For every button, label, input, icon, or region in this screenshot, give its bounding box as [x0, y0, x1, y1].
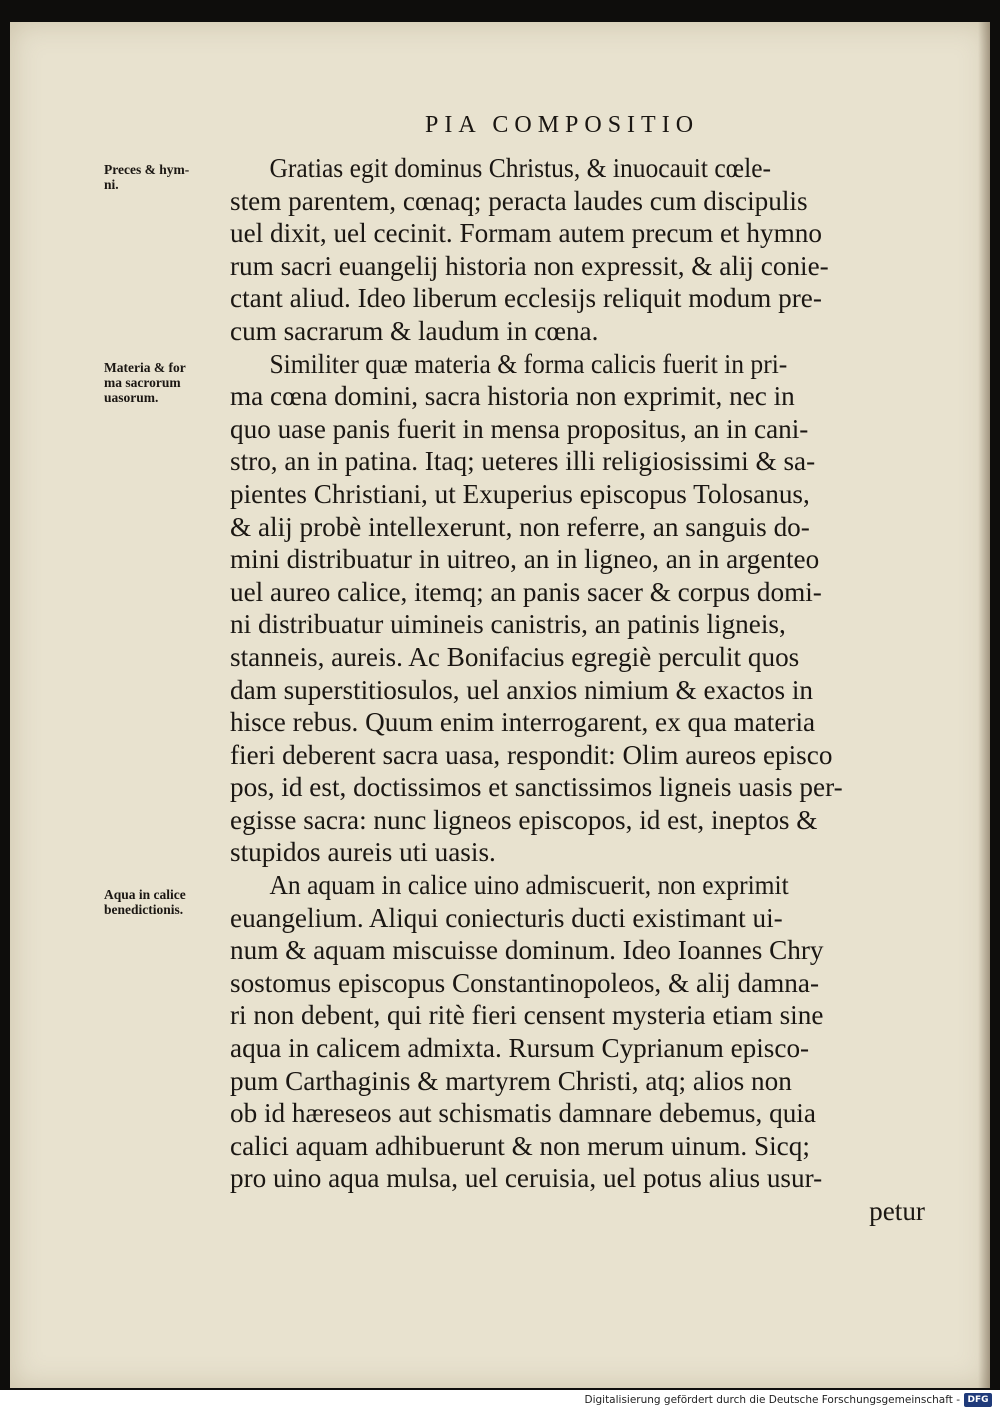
page-edge-shadow	[978, 22, 990, 1388]
dfg-logo-icon: DFG	[964, 1393, 992, 1407]
text-line: stupidos aureis uti uasis.	[230, 837, 496, 868]
margin-note-line: ni.	[104, 177, 119, 192]
text-line: uel aureo calice, itemq; an panis sacer & corpus domi-	[230, 576, 822, 607]
paragraph-materia	[230, 348, 925, 870]
margin-note-preces	[104, 162, 230, 192]
text-line: aqua in calicem admixta. Rursum Cyprianum episco-	[230, 1033, 810, 1064]
text-line: ma cœna domini, sacra historia non exprimit, nec in	[230, 381, 795, 412]
text-line: mini distribuatur in uitreo, an in ligneo, an in argenteo	[230, 544, 820, 575]
text-line: calici aquam adhibuerunt & non merum uinum. Sicq;	[230, 1130, 810, 1161]
text-line: stanneis, aureis. Ac Bonifacius egregiè perculit quos	[230, 641, 800, 672]
margin-note-line: benedictionis.	[104, 902, 184, 917]
margin-note-aqua	[104, 887, 230, 917]
text-line: ni distribuatur uimineis canistris, an patinis ligneis,	[230, 609, 786, 640]
text-line: An aquam in calice uino admiscuerit, non exprimit	[269, 870, 789, 901]
text-line: dam superstitiosulos, uel anxios nimium & exactos in	[230, 674, 813, 705]
text-line: pientes Christiani, ut Exuperius episcopus Tolosanus,	[230, 478, 810, 509]
main-text	[230, 152, 925, 1228]
text-line: & alij probè intellexerunt, non referre, an sanguis do-	[230, 511, 810, 542]
running-head: PIA COMPOSITIO	[425, 112, 700, 138]
margin-note-line: Materia & for	[104, 360, 186, 375]
footer-bar	[0, 1390, 1000, 1412]
margin-note-line: Aqua in calice	[104, 887, 186, 902]
text-line: pos, id est, doctissimos et sanctissimos ligneis uasis per-	[230, 772, 843, 803]
margin-note-line: Preces & hym-	[104, 162, 190, 177]
text-line: Similiter quæ materia & forma calicis fuerit in pri-	[269, 348, 788, 379]
text-line: ctant aliud. Ideo liberum ecclesijs reliquit modum pre-	[230, 283, 822, 314]
text-line: fieri deberent sacra uasa, respondit: Olim aureos episco	[230, 739, 833, 770]
text-line: num & aquam miscuisse dominum. Ideo Ioannes Chry	[230, 935, 824, 966]
text-line: sostomus episcopus Constantinopoleos, & alij damna-	[230, 967, 820, 998]
text-line: pro uino aqua mulsa, uel ceruisia, uel potus alius usur-	[230, 1163, 823, 1194]
text-line: cum sacrarum & laudum in cœna.	[230, 315, 599, 346]
text-line: egisse sacra: nunc ligneos episcopos, id est, ineptos &	[230, 804, 818, 835]
paragraph-preces	[230, 152, 925, 348]
funding-notice: Digitalisierung gefördert durch die Deutsche Forschungsgemeinschaft -	[584, 1394, 960, 1406]
margin-note-line: uasorum.	[104, 390, 159, 405]
text-line: ri non debent, qui ritè fieri censent mysteria etiam sine	[230, 1000, 824, 1031]
text-line: hisce rebus. Quum enim interrogarent, ex qua materia	[230, 707, 816, 738]
text-line: euangelium. Aliqui coniecturis ducti existimant ui-	[230, 902, 783, 933]
text-line: pum Carthaginis & martyrem Christi, atq; alios non	[230, 1065, 792, 1096]
paragraph-aqua	[230, 869, 925, 1195]
text-line: rum sacri euangelij historia non expressit, & alij conie-	[230, 250, 829, 281]
catchword: petur	[869, 1196, 925, 1226]
margin-note-materia	[104, 360, 230, 405]
text-line: uel dixit, uel cecinit. Formam autem precum et hymno	[230, 218, 822, 249]
text-line: ob id hæreseos aut schismatis damnare debemus, quia	[230, 1098, 816, 1129]
text-line: Gratias egit dominus Christus, & inuocauit cœle-	[269, 153, 772, 183]
margin-note-line: ma sacrorum	[104, 375, 181, 390]
text-line: quo uase panis fuerit in mensa propositus, an in cani-	[230, 413, 809, 444]
text-line: stro, an in patina. Itaq; ueteres illi religiosissimi & sa-	[230, 446, 816, 477]
text-line: stem parentem, cœnaq; peracta laudes cum discipulis	[230, 185, 808, 216]
